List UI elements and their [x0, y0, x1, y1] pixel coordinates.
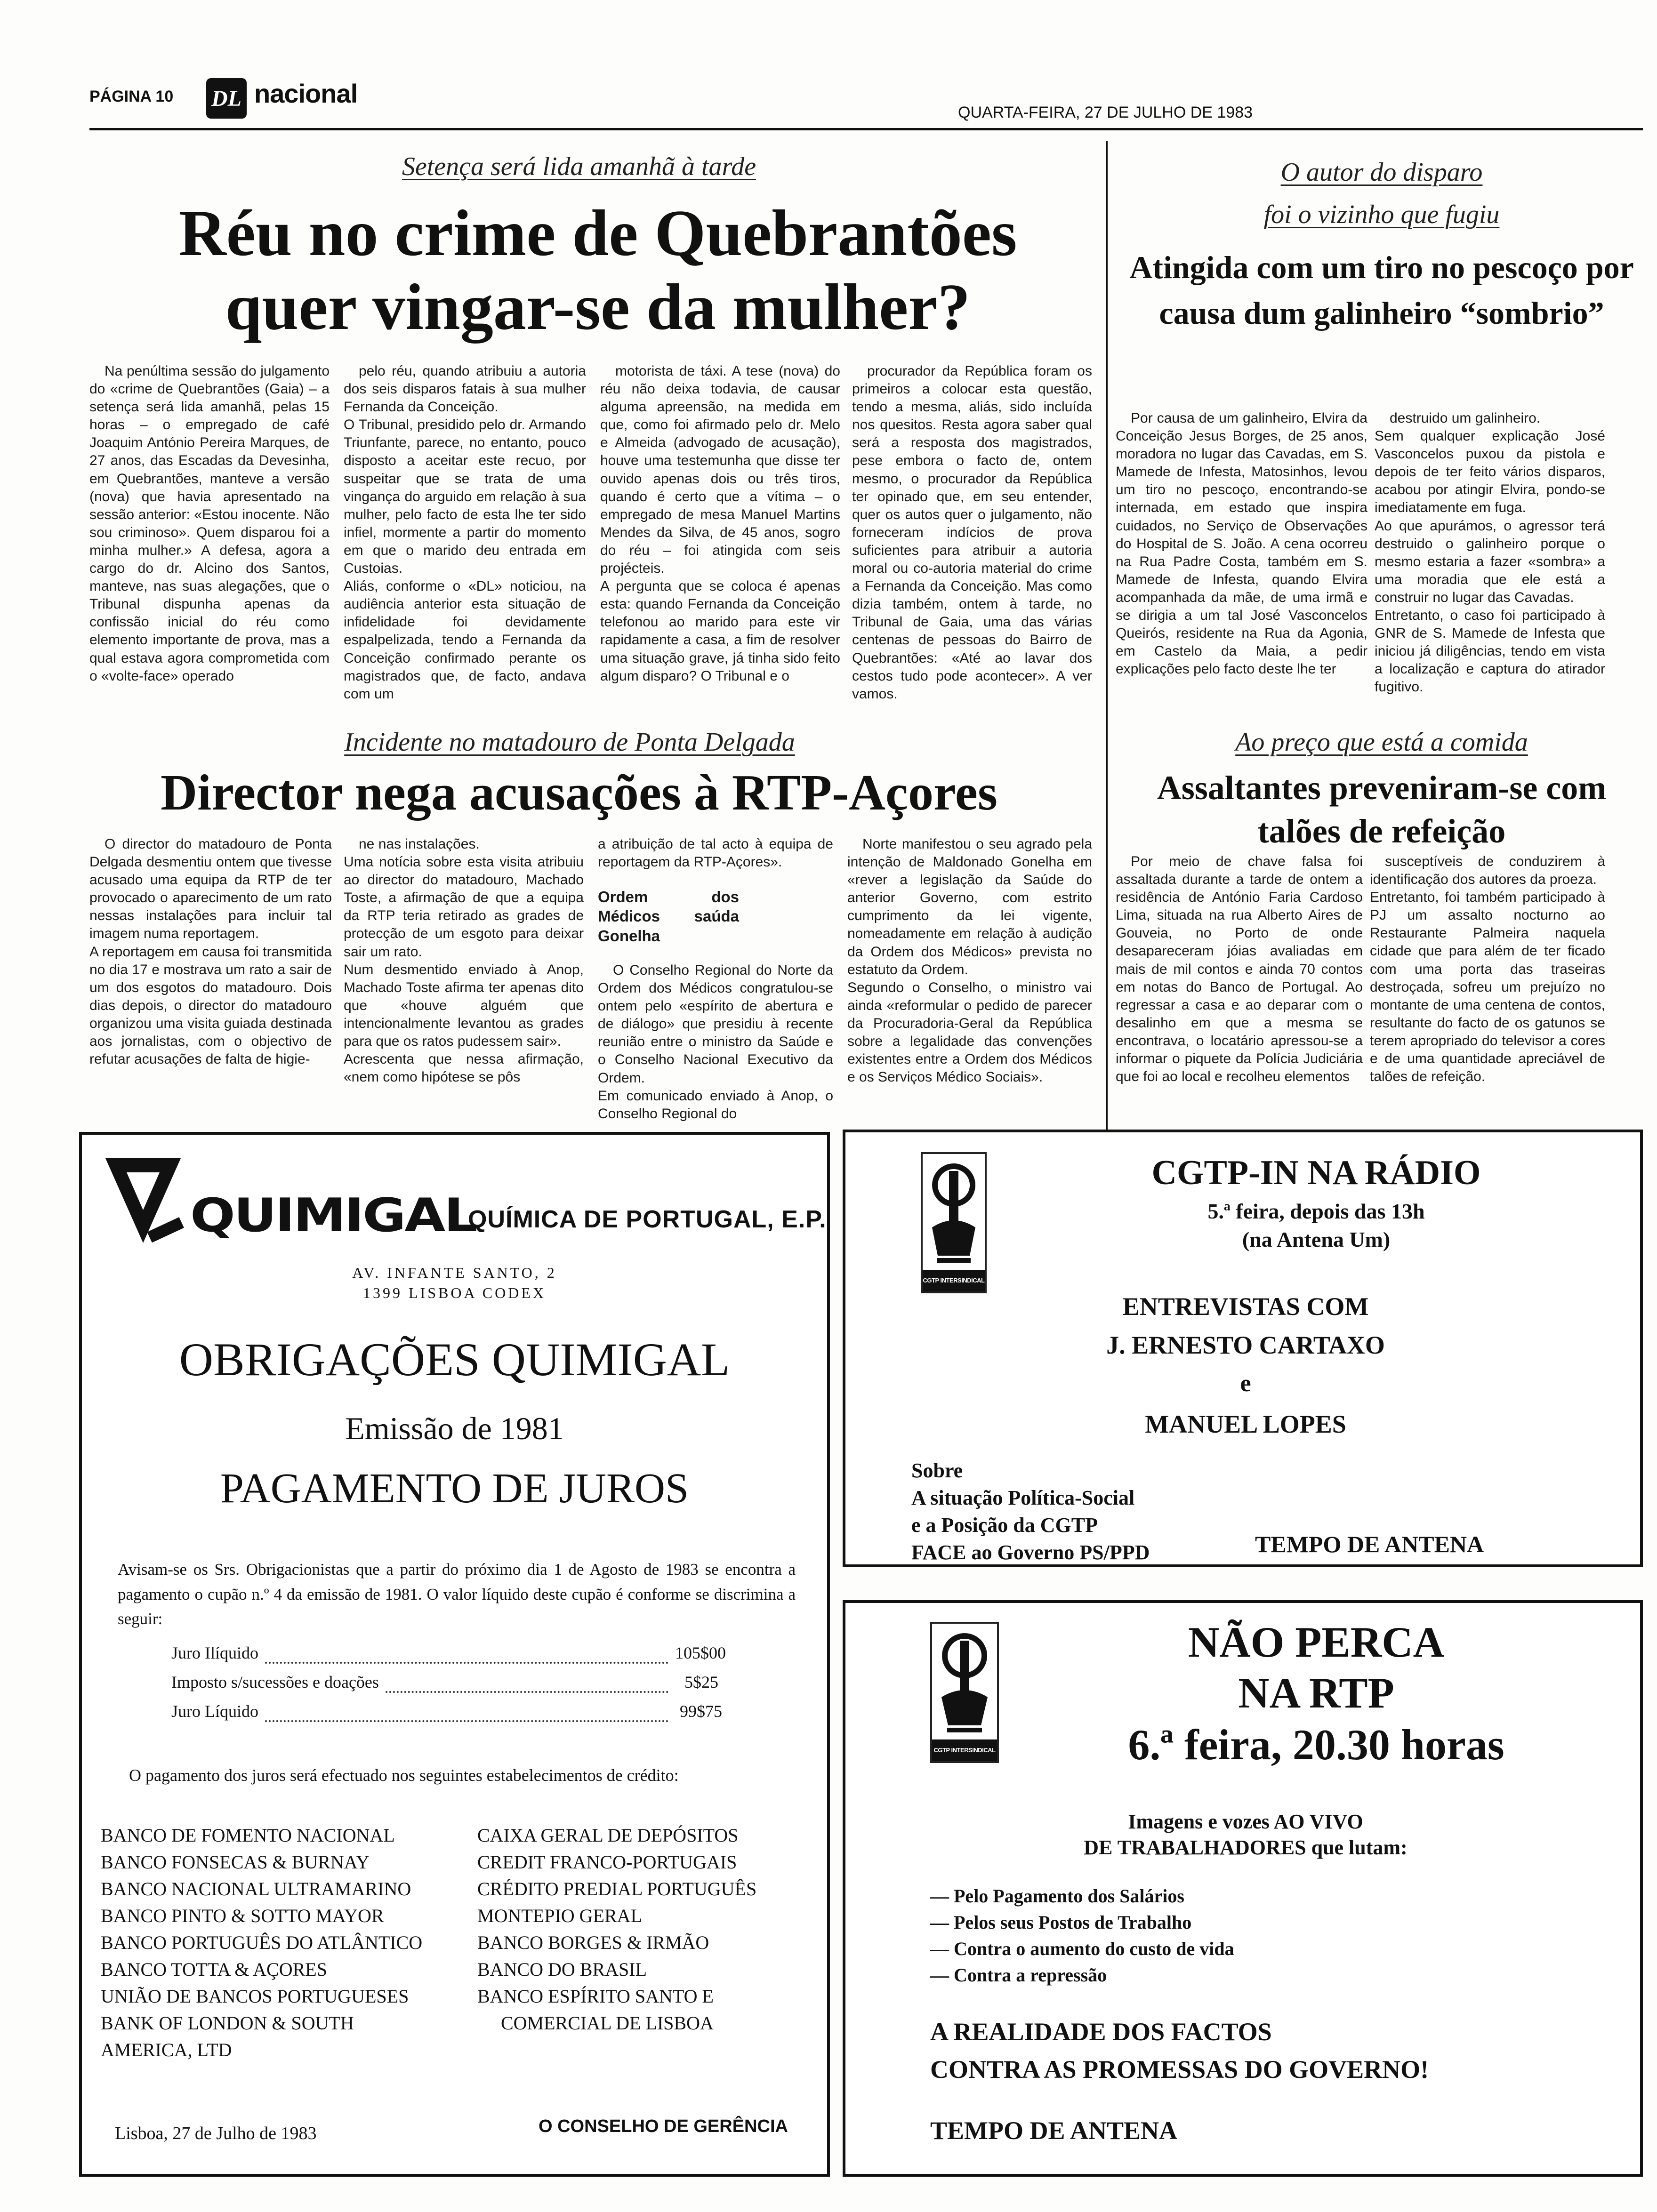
table-row: Imposto s/sucessões e doações 5$25 [171, 1672, 741, 1701]
cgtp-rtp-line-2: DE TRABALHADORES que lutam: [1084, 1836, 1408, 1859]
cgtp-rtp-line-1: Imagens e vozes AO VIVO [1128, 1810, 1363, 1833]
cgtp-radio-conj: e [1240, 1370, 1251, 1397]
article4-kicker: Ao preço que está a comida [1235, 728, 1528, 757]
article1-col-1: Na penúltima sessão do julgamento do «crime de Quebrantões (Gaia) – a setença será lida amanhã, pelas 15 horas – o empregado de café Joaquim António Pereira Marques, de 27 anos, das Escadas da Devesinha, em Quebrantões, manteve a versão (nova) que havia apresentado na sessão anterior: «Estou inocente. Não sou criminoso». Quem disparou foi a minha mulher.» A defesa, agora a cargo do dr. Alcino dos Santos, manteve, nas suas alegações, que o Tribunal dispunha apenas da confissão inicial do réu como elemento importante de prova, mas a qual estava agora comprometida com o «volte-face» operado [89, 363, 330, 684]
list-item: CREDIT FRANCO-PORTUGAIS [477, 1851, 737, 1873]
list-item: CAIXA GERAL DE DEPÓSITOS [477, 1825, 739, 1846]
quimigal-emission: Emissão de 1981 [345, 1411, 564, 1446]
section-name: nacional [254, 79, 358, 108]
article3-col-3: a atribuição de tal acto à equipa de reportagem da RTP-Açores». Ordem dos Médicos saúda Gonelha O Conselho Regional do Norte da Ordem dos Médicos congratulou-se ontem pelo «espírito de abertura e de diálogo» que presidiu à recente reunião entre o ministro da Saúde e o Conselho Nacional Executivo da Ordem. Em comunicado enviado à Anop, o Conselho Regional do [598, 836, 833, 1122]
header-rule [89, 128, 1643, 130]
article3-kicker: Incidente no matadouro de Ponta Delgada [344, 728, 795, 757]
list-item: BANK OF LONDON & SOUTH [101, 2012, 354, 2034]
article1-col-4: procurador da República foram os primeiros a colocar esta questão, tendo a mesma, aliás, sido incluída nos quesitos. Resta agora saber qual será a resposta dos magistrados, pese embora o facto de, ontem mesmo, o procurador da República ter opinado que, em seu entender, quer os autos quer o julgamento, não forneceram indícios de prova suficientes para atribuir a autoria moral ou co-autoria material do crime a Fernanda da Conceição. Mas como dizia também, ontem à tarde, no Tribunal de Gaia, uma das várias centenas de pessoas do Bairro de Quebrantões: «Até ao lavar dos cestos tudo pode acontecer». A ver vamos. [852, 363, 1092, 702]
list-item: BANCO DO BRASIL [477, 1959, 647, 1980]
quimigal-banks-left [101, 1822, 477, 2063]
cgtp-radio-name-1: J. ERNESTO CARTAXO [1106, 1331, 1385, 1359]
article4-headline: Assaltantes preveniram-se com talões de refeição [1157, 769, 1607, 850]
cgtp-radio-sobre: Sobre A situação Política-Social e a Posição da CGTP FACE ao Governo PS/PPD [911, 1459, 1150, 1564]
column-divider [1106, 141, 1108, 1144]
cgtp-radio-line-2: (na Antena Um) [1242, 1227, 1391, 1251]
list-item: BANCO PINTO & SOTTO MAYOR [101, 1905, 384, 1926]
quimigal-ad [79, 1132, 830, 2177]
cgtp-emblem-icon: CGTP INTERSINDICAL [921, 1152, 987, 1293]
list-item: BANCO DE FOMENTO NACIONAL [101, 1825, 395, 1846]
cgtp-radio-title: CGTP-IN NA RÁDIO [1151, 1154, 1481, 1192]
cgtp-radio-interviews: ENTREVISTAS COM [1122, 1292, 1369, 1321]
cgtp-rtp-title-2: NA RTP [1238, 1669, 1394, 1717]
list-item: CRÉDITO PREDIAL PORTUGUÊS [477, 1878, 757, 1899]
article4-col-1: Por meio de chave falsa foi assaltada durante a tarde de ontem a residência de António Faria Cardoso Lima, situada na rua Alberto Aires de Gouveia, no Porto de onde desapareceram jóias avaliadas em mais de mil contos e ainda 70 contos em notas do Banco de Portugal. Ao regressar a casa e ao deparar com o desalinho em que a mesma se encontrava, o locatário apressou-se a informar o piquete da Polícia Judiciária que foi ao local e recolheu elementos [1116, 854, 1363, 1085]
article3-subhead: Ordem dos Médicos saúda Gonelha [598, 888, 739, 945]
list-item: BANCO NACIONAL ULTRAMARINO [101, 1878, 411, 1899]
cgtp-rtp-title-1: NÃO PERCA [1188, 1618, 1445, 1666]
cgtp-rtp-tempo: TEMPO DE ANTENA [930, 2116, 1178, 2145]
article2-kicker-1: O autor do disparo [1280, 158, 1483, 187]
article3-col-2: ne nas instalações. Uma notícia sobre esta visita atribuiu ao director do matadouro, Machado Toste, a afirmação de que a equipa da RTP teria retirado as grades de protecção de um esgoto para deixar sair um rato. Num desmentido enviado à Anop, Machado Toste afirma ter apenas dito que «houve alguém que intencionalmente levantou as grades para que os ratos pudessem sair». Acrescenta que nessa afirmação, «nem como hipótese se pôs [344, 836, 584, 1085]
cgtp-emblem-icon: CGTP INTERSINDICAL [930, 1622, 999, 1763]
article1-col-2: pelo réu, quando atribuiu a autoria dos seis disparos fatais à sua mulher Fernanda da Conceição. O Tribunal, presidido pelo dr. Armando Triunfante, parece, no entanto, pouco disposto a aceitar este recuo, por suspeitar que se trata de uma vingança do arguido em relação à sua mulher, pelo facto de esta lhe ter sido infiel, mormente a partir do momento em que o marido deu entrada em Custoias. Aliás, conforme o «DL» noticiou, na audiência anterior esta situação de infidelidade foi devidamente espalpelizada, tendo a Fernanda da Conceição confirmado perante os magistrados que, de facto, andava com um [344, 363, 586, 702]
list-item: BANCO PORTUGUÊS DO ATLÂNTICO [101, 1932, 423, 1953]
quimigal-banks-right [477, 1822, 816, 2036]
cgtp-rtp-items [930, 1883, 1234, 1988]
quimigal-payment: PAGAMENTO DE JUROS [220, 1465, 689, 1512]
article2-col-1: Por causa de um galinheiro, Elvira da Conceição Jesus Borges, de 25 anos, moradora no lugar das Cavadas, em S. Mamede de Infesta, Matosinhos, levou um tiro no pescoço, encontrando-se internada, em estado que inspira cuidados, no Serviço de Observações do Hospital de S. João. A cena ocorreu na Rua Padre Costa, também em S. Mamede de Infesta, quando Elvira acompanhada da mãe, de uma irmã e se dirigia a um tal José Vasconcelos Queirós, residente na Rua da Agonia, em Castelo da Maia, a pedir explicações pelo facto deste lhe ter [1116, 410, 1367, 677]
quimigal-payment-note: O pagamento dos juros será efectuado nos seguintes estabelecimentos de crédito: [129, 1766, 679, 1785]
list-item: — Pelo Pagamento dos Salários [930, 1885, 1184, 1907]
cgtp-rtp-ad [843, 1600, 1643, 2177]
quimigal-signature: O CONSELHO DE GERÊNCIA [539, 2116, 788, 2136]
list-item: MONTEPIO GERAL [477, 1905, 642, 1926]
article1-col-3: motorista de táxi. A tese (nova) do réu não deixa todavia, de causar alguma apreensão, na medida em que, como foi afirmado pelo dr. Melo e Almeida (advogado de acusação), houve uma testemunha que disse ter ouvido apenas dois ou três tiros, quando é certo que a vítima – o empregado de mesa Manuel Martins Mendes da Silva, de 45 anos, sogro do réu – foi atingida com seis projécteis. A pergunta que se coloca é apenas esta: quando Fernanda da Conceição telefonou ao marido para este vir rapidamente a casa, a fim de resolver uma situação grave, já tinha sido feito algum disparo? O Tribunal e o [600, 363, 840, 684]
article2-headline: Atingida com um tiro no pescoço por causa dum galinheiro “sombrio” [1129, 249, 1634, 331]
list-item: — Pelos seus Postos de Trabalho [930, 1912, 1192, 1933]
quimigal-title: OBRIGAÇÕES QUIMIGAL [179, 1333, 730, 1386]
list-item: COMERCIAL DE LISBOA [501, 2012, 714, 2034]
list-item: BANCO ESPÍRITO SANTO E [477, 1986, 714, 2007]
quimigal-notice: Avisam-se os Srs. Obrigacionistas que a partir do próximo dia 1 de Agosto de 1983 se encontra a pagamento o cupão n.º 4 da emissão de 1981. O valor líquido deste cupão é conforme se discrimina a seguir: [118, 1560, 796, 1628]
issue-date: QUARTA-FEIRA, 27 DE JULHO DE 1983 [958, 104, 1253, 121]
article1-headline: Réu no crime de Quebrantões quer vingar-se da mulher? [178, 197, 1017, 344]
list-item: BANCO BORGES & IRMÃO [477, 1932, 709, 1953]
cgtp-radio-ad [843, 1130, 1643, 1567]
cgtp-radio-line-1: 5.ª feira, depois das 13h [1207, 1199, 1425, 1223]
cgtp-rtp-title-3: 6.ª feira, 20.30 horas [1128, 1721, 1504, 1769]
article2-kicker-2: foi o vizinho que fugiu [1263, 200, 1500, 229]
quimigal-place-date: Lisboa, 27 de Julho de 1983 [115, 2124, 317, 2143]
list-item: BANCO FONSECAS & BURNAY [101, 1851, 370, 1873]
quimigal-brand: QUIMIGAL [190, 1189, 476, 1242]
quimigal-address-2: 1399 LISBOA CODEX [362, 1284, 546, 1301]
cgtp-rtp-closing-2: CONTRA AS PROMESSAS DO GOVERNO! [930, 2055, 1429, 2084]
quimigal-values-table [171, 1643, 741, 1731]
list-item: — Contra o aumento do custo de vida [930, 1938, 1234, 1959]
article3-col-4: Norte manifestou o seu agrado pela intenção de Maldonado Gonelha em «rever a legislação da Saúde do anterior Governo, com estrito cumprimento da lei vigente, nomeadamente em relação à audição da Ordem dos Médicos» prevista no estatuto da Ordem. Segundo o Conselho, o ministro vai ainda «reformular o pedido de parecer da Procuradoria-Geral da República sobre a legalidade das convenções existentes entre a Ordem dos Médicos e os Serviços Médico Sociais». [847, 836, 1092, 1085]
article2-col-2: destruido um galinheiro. Sem qualquer explicação José Vasconcelos puxou da pistola e depois de ter feito vários disparos, acabou por atingir Elvira, pondo-se imediatamente em fuga. Ao que apurámos, o agressor terá destruido o galinheiro porque o mesmo estaria a fazer «sombra» a uma moradia que ele está a construir no lugar das Cavadas. Entretanto, o caso foi participado à GNR de S. Mamede de Infesta que iniciou já diligências, tendo em vista a localização e captura do atirador fugitivo. [1375, 410, 1605, 695]
list-item: UNIÃO DE BANCOS PORTUGUESES [101, 1986, 409, 2007]
article1-kicker: Setença será lida amanhã à tarde [402, 152, 756, 181]
list-item: AMERICA, LTD [101, 2039, 232, 2060]
list-item: — Contra a repressão [930, 1964, 1107, 1986]
quimigal-q-icon [101, 1154, 185, 1248]
article3-col-1: O director do matadouro de Ponta Delgada desmentiu ontem que tivesse acusado uma equipa da RTP de ter provocado o aparecimento de um rato nessas instalações para incluir tal imagem numa reportagem. A reportagem em causa foi transmitida no dia 17 e mostrava um rato a sair de um dos esgotos do matadouro. Dois dias depois, o director do matadouro organizou uma visita guiada destinada aos jornalistas, com o objectivo de refutar acusações de falta de higie- [89, 836, 332, 1067]
quimigal-brand-sub: QUÍMICA DE PORTUGAL, E.P. [468, 1206, 827, 1233]
table-row: Juro Ilíquido 105$00 [171, 1643, 741, 1672]
dl-logo: DL [206, 78, 247, 119]
quimigal-address-1: AV. INFANTE SANTO, 2 [352, 1264, 557, 1281]
article3-headline: Director nega acusações à RTP-Açores [161, 765, 997, 821]
cgtp-radio-tempo: TEMPO DE ANTENA [1255, 1531, 1484, 1557]
page-number: PÁGINA 10 [89, 88, 174, 105]
cgtp-rtp-closing-1: A REALIDADE DOS FACTOS [930, 2018, 1272, 2046]
article4-col-2: susceptíveis de conduzirem à identificação dos autores da proeza. Entretanto, foi também participado à PJ um assalto nocturno ao Restaurante Palmeira naquela cidade que para além de ter ficado com uma porta das traseiras destroçada, sofreu um prejuízo no montante de uma centena de contos, resultante do facto de os gatunos se terem apropriado do televisor a cores e de uma quantidade apreciável de talões de refeição. [1370, 854, 1605, 1085]
list-item: BANCO TOTTA & AÇORES [101, 1959, 327, 1980]
cgtp-radio-name-2: MANUEL LOPES [1145, 1410, 1346, 1438]
table-row: Juro Líquido 99$75 [171, 1701, 741, 1731]
